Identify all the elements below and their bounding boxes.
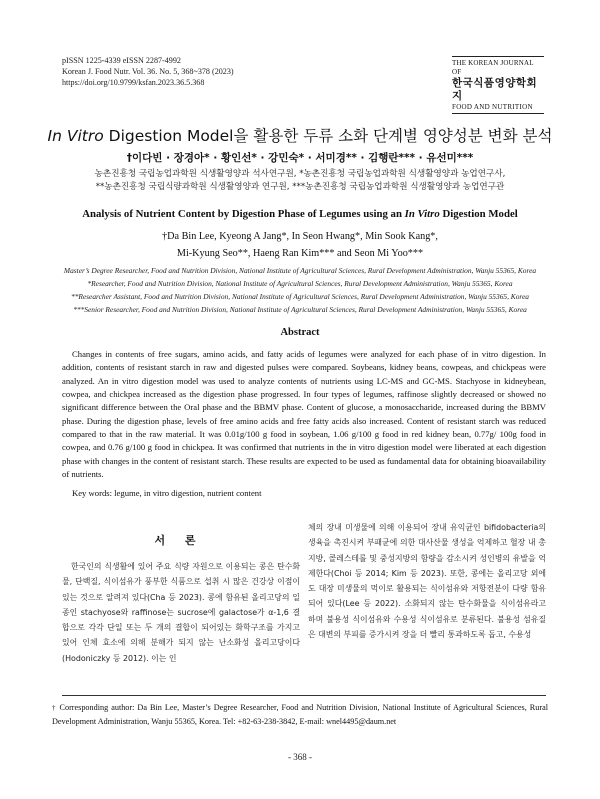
citation-line: Korean J. Food Nutr. Vol. 36. No. 5, 368~378 (2023): [62, 67, 234, 76]
section-heading-introduction: 서 론: [154, 534, 204, 547]
authors-english-1: †Da Bin Lee, Kyeong A Jang*, In Seon Hwang*, Min Sook Kang*,: [162, 231, 438, 242]
issn-line: pISSN 1225-4339 eISSN 2287-4992: [62, 56, 181, 65]
journal-name-ko: 한국식품영양학회지: [452, 77, 538, 102]
title-ko-rest: Digestion Model을 활용한 두류 소화 단계별 영양성분 변화 분석: [103, 127, 553, 145]
affiliation-en-4: ***Senior Researcher, Food and Nutrition Division, National Institute of Agricultural Sciences, Rural Development Administration, Wanju 55365, Korea: [73, 305, 527, 314]
authors-english-2: Mi-Kyung Seo**, Haeng Ran Kim*** and Seon Mi Yoo***: [176, 248, 424, 259]
title-en-main: Analysis of Nutrient Content by Digestion Phase of Legumes using an: [82, 208, 405, 220]
corresponding-author-footnote: [52, 701, 548, 729]
body-left-text: 한국인의 식생활에 있어 주요 식량 자원으로 이용되는 콩은 탄수화물, 단백질, 식이섬유가 풍부한 식품으로 섭취 시 많은 건강상 이점이 있는 것으로 알려져 있다(Cha 등 2023). 콩에 함유된 올리고당의 일종인 stachyose와 raffinose는 sucrose에 galactose가 α-1,6 결합으로 각각 단일 또는 두 개의 결합이 되어있는 화학구조를 가지고 있어 인체 효소에 의해 분해가 되지 않는 난소화성 올리고당이다(Hodoniczky 등 2012). 이는 인: [62, 562, 300, 663]
journal-logo: [452, 56, 544, 114]
abstract-text: Changes in contents of free sugars, amino acids, and fatty acids of legumes were analyzed for each phase of in vitro digestion. In addition, contents of resistant starch in raw and digested pulses were compared. Soybeans, kidney beans, cowpeas, and chickpeas were analyzed. An in vitro digestion model was used to analyze contents of nutrients using LC-MS and GC-MS. Stachyose in kidneybean, cowpea, and chickpea increased as the digestion phase progressed. In four types of legumes, raffinose slightly decreased or showed no significant difference between the Oral phase and the BBMV phase. Content of glucose, a monosaccharide, increased during the BBMV phase. During the digestion phase, levels of free amino acids and free fatty acids also increased. Content of resistant starch was reduced compared to that in the raw material. It was 0.01g/100 g food in soybean, 1.06 g/100 g food in red kidney bean, 0.77g/ 100g food in cowpea, and 0.76 g/100 g food in chickpea. It was confirmed that nutrients in the in vitro digestion model were liberated at each digestion phase with changes in the content of resistant starch. These results are expected to be used as fundamental data for obtaining bioavailability of nutrients.: [62, 349, 546, 480]
affiliation-ko-2: **농촌진흥청 국립식량과학원 식생활영양과 연구원, ***농촌진흥청 국립농업과학원 식생활영양과 농업연구관: [95, 182, 505, 192]
authors-korean: †이다빈 · 장경아* · 황인선* · 강민숙* · 서미경** · 김행란*** · 유선미***: [126, 152, 474, 164]
page-number: - 368 -: [288, 752, 312, 762]
doi-link[interactable]: https://doi.org/10.9799/ksfan.2023.36.5.368: [62, 78, 205, 87]
journal-name-en: THE KOREAN JOURNAL OF: [452, 59, 534, 76]
footnote-mark: †: [52, 704, 57, 712]
body-column-right: 체의 장내 미생물에 의해 이용되어 장내 유익균인 bifidobacteria의 생육을 촉진시켜 부패균에 의한 대사산물 생성을 억제하고 혈장 내 총지방, 콜레스테롤 및 중성지방의 함량을 감소시켜 성인병의 유발을 억제한다(Choi 등 2014; Kim 등 2023). 또한, 콩에는 올리고당 외에도 대장 미생물의 먹이로 활용되는 식이섬유와 저항전분이 다량 함유되어 있다(Lee 등 2022). 소화되지 않는 탄수화물을 식이섬유라고 하며 불용성 식이섬유와 수용성 식이섬유로 분류된다. 불용성 섬유질은 대변의 부피를 증가시켜 장을 더 빨리 통과하도록 돕고, 수용성: [308, 523, 546, 640]
affiliation-en-3: **Researcher Assistant, Food and Nutrition Division, National Institute of Agricultural Sciences, Rural Development Administration, Wanju 55365, Korea: [71, 292, 529, 301]
body-column-left: [62, 559, 300, 666]
keywords: Key words: legume, in vitro digestion, nutrient content: [72, 488, 262, 498]
journal-subtitle: FOOD AND NUTRITION: [452, 103, 544, 114]
header-citation-block: [62, 55, 234, 88]
footnote-rule: [62, 695, 546, 696]
abstract-body: [62, 348, 546, 481]
title-korean: [0, 124, 600, 146]
footnote-text: Corresponding author: Da Bin Lee, Master’s Degree Researcher, Food and Nutrition Division, National Institute of Agricultural Sciences, Rural Development Administration, Wanju 55365, Korea. Tel: +82-63-238-3842, E-mail: wnel4495@daum.net: [52, 703, 549, 726]
title-en-italic: In Vitro: [404, 208, 440, 220]
abstract-heading: Abstract: [280, 327, 320, 338]
affiliation-en-2: *Researcher, Food and Nutrition Division, National Institute of Agricultural Sciences, Rural Development Administration, Wanju 55365, Korea: [87, 279, 513, 288]
title-ko-italic: In Vitro: [47, 127, 104, 145]
affiliation-en-1: Master’s Degree Researcher, Food and Nutrition Division, National Institute of Agricultural Sciences, Rural Development Administration, Wanju 55365, Korea: [63, 266, 537, 275]
logo-top-rule: [452, 56, 544, 57]
affiliation-ko-1: 농촌진흥청 국립농업과학원 식생활영양과 석사연구원, *농촌진흥청 국립농업과학원 식생활영양과 농업연구사,: [94, 169, 506, 179]
title-en-tail: Digestion Model: [439, 208, 518, 220]
title-english: [0, 208, 600, 220]
